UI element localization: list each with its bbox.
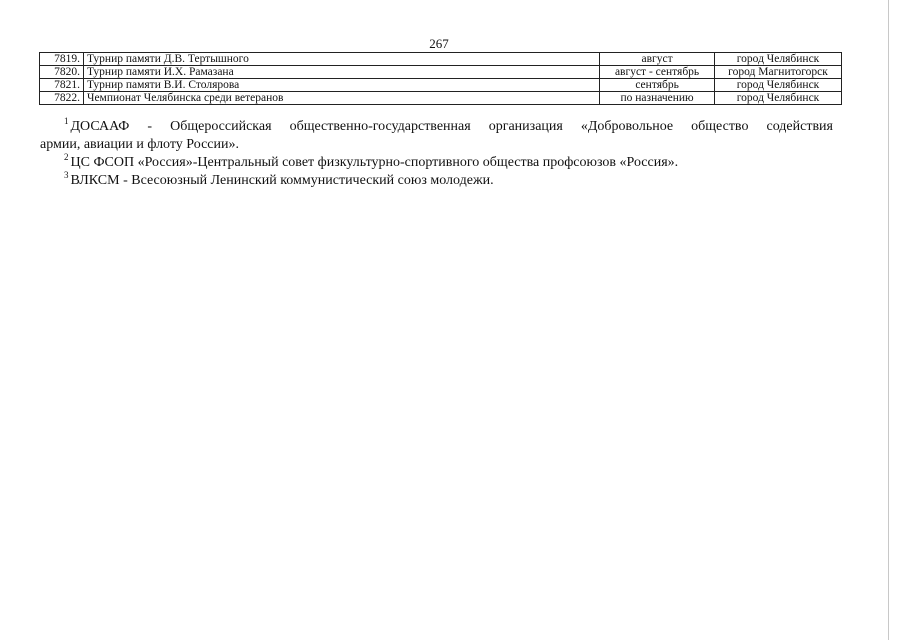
- event-name: Чемпионат Челябинска среди ветеранов: [83, 92, 599, 105]
- event-name: Турнир памяти Д.В. Тертышного: [83, 53, 599, 66]
- footnote-mark: 3: [64, 170, 69, 180]
- footnote-text: армии, авиации и флоту России».: [40, 137, 240, 152]
- row-number: 7820.: [40, 66, 84, 79]
- footnote-mark: 1: [64, 116, 69, 126]
- footnote-mark: 2: [64, 152, 69, 162]
- event-date: август: [600, 53, 715, 66]
- row-number: 7821.: [40, 79, 84, 92]
- event-name: Турнир памяти В.И. Столярова: [83, 79, 599, 92]
- table-row: [40, 66, 842, 79]
- event-date: по назначению: [600, 92, 715, 105]
- footnote-text: ЦС ФСОП «Россия»-Центральный совет физкультурно-спортивного общества профсоюзов «Россия».: [70, 155, 679, 170]
- event-place: город Магнитогорск: [715, 66, 842, 79]
- scan-edge-line: [888, 0, 889, 640]
- event-place: город Челябинск: [715, 92, 842, 105]
- event-date: сентябрь: [600, 79, 715, 92]
- row-number: 7822.: [40, 92, 84, 105]
- footnotes: [40, 118, 833, 190]
- footnote-2: [40, 154, 833, 172]
- footnote-3: [40, 172, 833, 190]
- page-number: 267: [429, 36, 449, 51]
- row-number: 7819.: [40, 53, 84, 66]
- event-date: август - сентябрь: [600, 66, 715, 79]
- events-table: [39, 52, 842, 105]
- table-row: [40, 53, 842, 66]
- footnote-text: ВЛКСМ - Всесоюзный Ленинский коммунистический союз молодежи.: [70, 173, 494, 188]
- table-row: [40, 79, 842, 92]
- event-place: город Челябинск: [715, 79, 842, 92]
- event-name: Турнир памяти И.Х. Рамазана: [83, 66, 599, 79]
- event-place: город Челябинск: [715, 53, 842, 66]
- footnote-text: ДОСААФ - Общероссийская общественно-государственная организация «Добровольное общество содействия: [70, 119, 833, 134]
- table-row: [40, 92, 842, 105]
